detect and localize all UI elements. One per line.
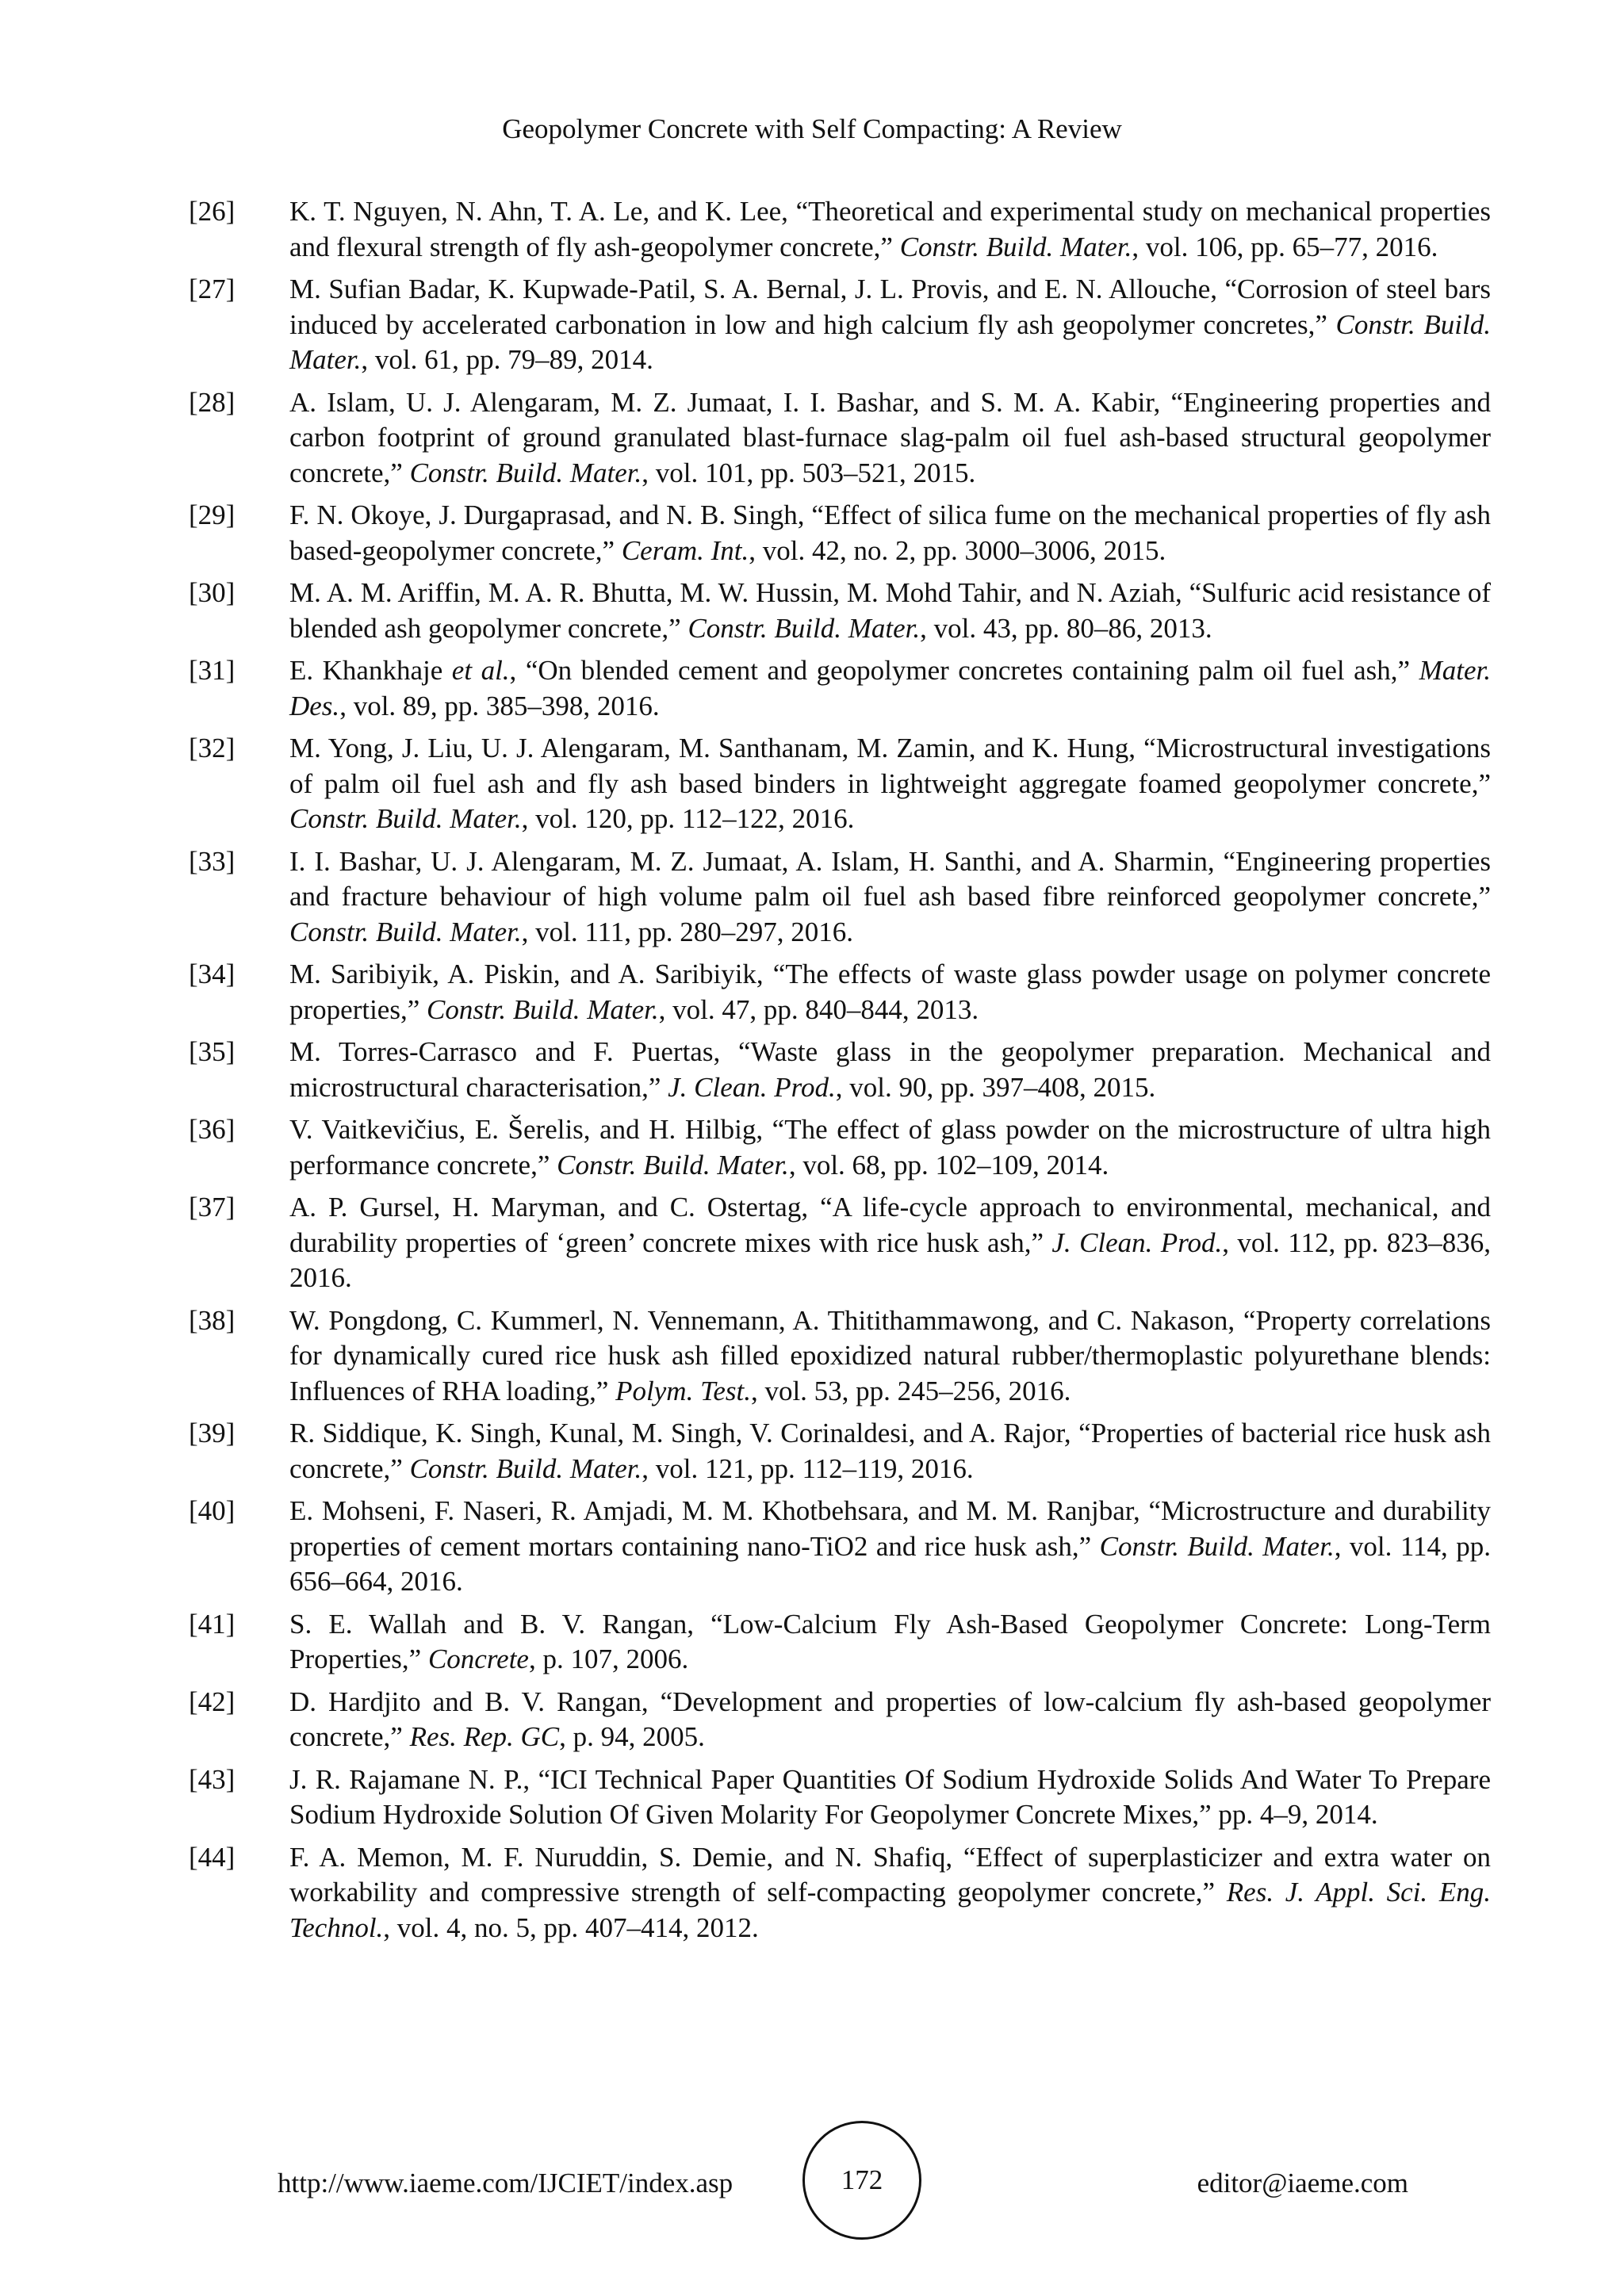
reference-details: , vol. 90, pp. 397–408, 2015. [835,1071,1156,1103]
reference-number: [38] [189,1304,236,1336]
reference-authors-title: M. Sufian Badar, K. Kupwade-Patil, S. A. Bernal, J. L. Provis, and E. N. Allouche, “Corrosion of steel bars induced by accelerated carbonation in low and high calcium fly ash geopolymer concretes,” [289,274,1491,340]
reference-item [189,1190,1491,1296]
reference-authors-title: M. Yong, J. Liu, U. J. Alengaram, M. Santhanam, M. Zamin, and K. Hung, “Microstructural investigations of palm oil fuel ash and fly ash based binders in lightweight aggregate foamed geopolymer concrete,” [289,733,1491,799]
reference-number: [39] [189,1418,236,1448]
reference-journal: J. Clean. Prod. [1051,1226,1223,1258]
reference-authors-title: S. E. Wallah and B. V. Rangan, “Low-Calcium Fly Ash-Based Geopolymer Concrete: Long-Term Properties,” [289,1608,1491,1674]
reference-journal: Constr. Build. Mater. [1099,1530,1335,1562]
reference-journal: Concrete [427,1644,529,1674]
reference-authors-title: M. Saribiyik, A. Piskin, and A. Saribiyik, “The effects of waste glass powder usage on polymer concrete properties,” [289,959,1491,1025]
reference-details: , vol. 68, pp. 102–109, 2014. [788,1149,1109,1181]
reference-number: [32] [189,733,236,763]
reference-text [289,1842,1491,1943]
reference-item [189,1840,1491,1946]
reference-details: , vol. 47, pp. 840–844, 2013. [658,993,979,1025]
reference-number: [35] [189,1036,236,1067]
reference-title: , “On blended cement and geopolymer concretes containing palm oil fuel ash,” [509,655,1419,686]
reference-item [189,957,1491,1027]
reference-et-al: et al. [451,655,510,686]
reference-details: , vol. 53, pp. 245–256, 2016. [750,1375,1071,1406]
reference-number: [31] [189,655,236,686]
reference-journal: J. Clean. Prod. [668,1071,836,1103]
reference-authors-title: W. Pongdong, C. Kummerl, N. Vennemann, A. Thitithammawong, and C. Nakason, “Property correlations for dynamically cured rice husk ash filled epoxidized natural rubber/thermoplastic polyurethane blends: Influences of RHA loading,” [289,1304,1491,1406]
reference-journal: Constr. Build. Mater. [289,308,1491,375]
reference-item [189,576,1491,646]
reference-authors-title: A. Islam, U. J. Alengaram, M. Z. Jumaat, I. I. Bashar, and S. M. A. Kabir, “Engineering properties and carbon footprint of ground granulated blast-furnace slag-palm oil fuel ash-based structural geopolymer concrete,” [289,386,1491,488]
reference-journal: Constr. Build. Mater. [557,1149,789,1181]
reference-authors-title: I. I. Bashar, U. J. Alengaram, M. Z. Jumaat, A. Islam, H. Santhi, and A. Sharmin, “Engineering properties and fracture behaviour of high volume palm oil fuel ash based fibre reinforced geopolymer concrete,” [289,845,1491,912]
reference-details: , vol. 114, pp. 656–664, 2016. [289,1530,1491,1597]
reference-text [289,1418,1491,1484]
reference-journal: Constr. Build. Mater. [688,612,921,644]
reference-journal: Constr. Build. Mater. [289,916,522,947]
reference-item [189,1494,1491,1600]
reference-number: [27] [189,274,236,304]
reference-number: [44] [189,1841,236,1873]
reference-details: , vol. 42, no. 2, pp. 3000–3006, 2015. [749,534,1166,566]
reference-journal: Constr. Build. Mater. [426,993,659,1025]
reference-journal: Mater. Des. [289,655,1492,721]
reference-authors-title: J. R. Rajamane N. P., “ICI Technical Paper Quantities Of Sodium Hydroxide Solids And Water To Prepare Sodium Hydroxide Solution Of Given Molarity For Geopolymer Concrete Mixes,” pp. 4–9, 2014. [289,1763,1491,1830]
reference-number: [30] [189,577,236,608]
reference-text [289,959,1491,1025]
reference-number: [40] [189,1495,236,1526]
reference-number: [29] [189,499,236,530]
reference-number: [36] [189,1114,236,1145]
reference-text [289,1495,1491,1597]
reference-authors-title: E. Mohseni, F. Naseri, R. Amjadi, M. M. Khotbehsara, and M. M. Ranjbar, “Microstructure and durability properties of cement mortars containing nano-TiO2 and rice husk ash,” [289,1495,1491,1562]
reference-number: [42] [189,1686,236,1717]
reference-text [289,499,1491,566]
reference-number: [33] [189,845,236,877]
reference-details: , vol. 111, pp. 280–297, 2016. [521,916,854,947]
reference-authors-title: F. A. Memon, M. F. Nuruddin, S. Demie, and N. Shafiq, “Effect of superplasticizer and extra water on workability and compressive strength of self-compacting geopolymer concrete,” [289,1841,1491,1908]
page-number-circle [802,2121,921,2240]
reference-details: , vol. 4, no. 5, pp. 407–414, 2012. [383,1911,759,1943]
reference-number: [34] [189,959,236,989]
reference-authors-title: M. A. M. Ariffin, M. A. R. Bhutta, M. W. Hussin, M. Mohd Tahir, and N. Aziah, “Sulfuric acid resistance of blended ash geopolymer concrete,” [289,577,1491,644]
reference-authors-title: D. Hardjito and B. V. Rangan, “Development and properties of low-calcium fly ash-based geopolymer concrete,” [289,1686,1491,1752]
reference-text [289,274,1491,375]
reference-authors-title: E. Khankhaje [289,655,452,686]
reference-text [289,387,1491,488]
reference-item [189,1607,1491,1678]
reference-item [189,1762,1491,1833]
reference-authors-title: R. Siddique, K. Singh, Kunal, M. Singh, V. Corinaldesi, and A. Rajor, “Properties of bacterial rice husk ash concrete,” [289,1418,1491,1484]
reference-text [289,1036,1491,1103]
reference-number: [26] [189,196,236,227]
reference-text [289,577,1491,644]
reference-details: , vol. 89, pp. 385–398, 2016. [339,690,660,721]
reference-text [289,1764,1491,1831]
reference-number: [28] [189,386,236,418]
reference-item [189,1416,1491,1487]
reference-journal: Ceram. Int. [621,534,749,566]
reference-journal: Constr. Build. Mater. [899,231,1132,262]
reference-text [289,846,1491,947]
reference-authors-title: K. T. Nguyen, N. Ahn, T. A. Le, and K. Lee, “Theoretical and experimental study on mechanical properties and flexural strength of fly ash-geopolymer concrete,” [289,196,1491,262]
reference-number: [43] [189,1763,236,1795]
reference-journal: Res. J. Appl. Sci. Eng. Technol. [289,1877,1491,1943]
running-header: Geopolymer Concrete with Self Compacting: A Review [502,113,1122,144]
reference-item [189,194,1491,265]
reference-text [289,1609,1491,1675]
reference-authors-title: A. P. Gursel, H. Maryman, and C. Ostertag, “A life-cycle approach to environmental, mechanical, and durability properties of ‘green’ concrete mixes with rice husk ash,” [289,1192,1491,1258]
reference-journal: Constr. Build. Mater. [409,457,642,488]
reference-item [189,1035,1491,1105]
reference-details: , vol. 112, pp. 823–836, 2016. [289,1226,1491,1293]
reference-details: , vol. 121, pp. 112–119, 2016. [642,1452,974,1484]
reference-journal: Constr. Build. Mater. [409,1452,642,1484]
reference-details: , p. 94, 2005. [559,1721,705,1752]
reference-journal: Polym. Test. [615,1375,751,1406]
reference-item [189,844,1491,951]
reference-text [289,1114,1491,1181]
reference-number: [41] [189,1608,236,1640]
reference-text [289,196,1491,262]
reference-item [189,1685,1491,1755]
reference-authors-title: M. Torres-Carrasco and F. Puertas, “Waste glass in the geopolymer preparation. Mechanical and microstructural characterisation,” [289,1036,1491,1103]
reference-text [289,655,1491,721]
reference-number: [37] [189,1192,236,1223]
reference-authors-title: F. N. Okoye, J. Durgaprasad, and N. B. Singh, “Effect of silica fume on the mechanical properties of fly ash based-geopolymer concrete,” [289,499,1491,566]
reference-item [189,731,1491,837]
reference-details: , vol. 61, pp. 79–89, 2014. [361,344,653,375]
reference-item [189,1303,1491,1410]
reference-item [189,385,1491,492]
reference-details: , vol. 120, pp. 112–122, 2016. [521,803,855,834]
reference-item [189,653,1491,724]
reference-item [189,498,1491,568]
reference-details: , p. 107, 2006. [528,1644,689,1674]
reference-text [289,1686,1491,1753]
reference-details: , vol. 43, pp. 80–86, 2013. [920,612,1212,644]
reference-details: , vol. 106, pp. 65–77, 2016. [1132,231,1438,262]
reference-text [289,1192,1491,1293]
reference-list [189,194,1491,1953]
reference-item [189,1112,1491,1183]
reference-journal: Constr. Build. Mater. [289,803,522,834]
reference-journal: Res. Rep. GC [409,1721,560,1752]
footer-email-link[interactable]: editor@iaeme.com [1197,2168,1408,2198]
page-number: 172 [841,2164,883,2195]
reference-authors-title: V. Vaitkevičius, E. Šerelis, and H. Hilbig, “The effect of glass powder on the microstructure of ultra high performance concrete,” [289,1114,1491,1181]
footer-url-link[interactable]: http://www.iaeme.com/IJCIET/index.asp [278,2168,733,2198]
reference-item [189,272,1491,378]
reference-text [289,733,1491,834]
reference-details: , vol. 101, pp. 503–521, 2015. [642,457,976,488]
reference-text [289,1305,1491,1406]
